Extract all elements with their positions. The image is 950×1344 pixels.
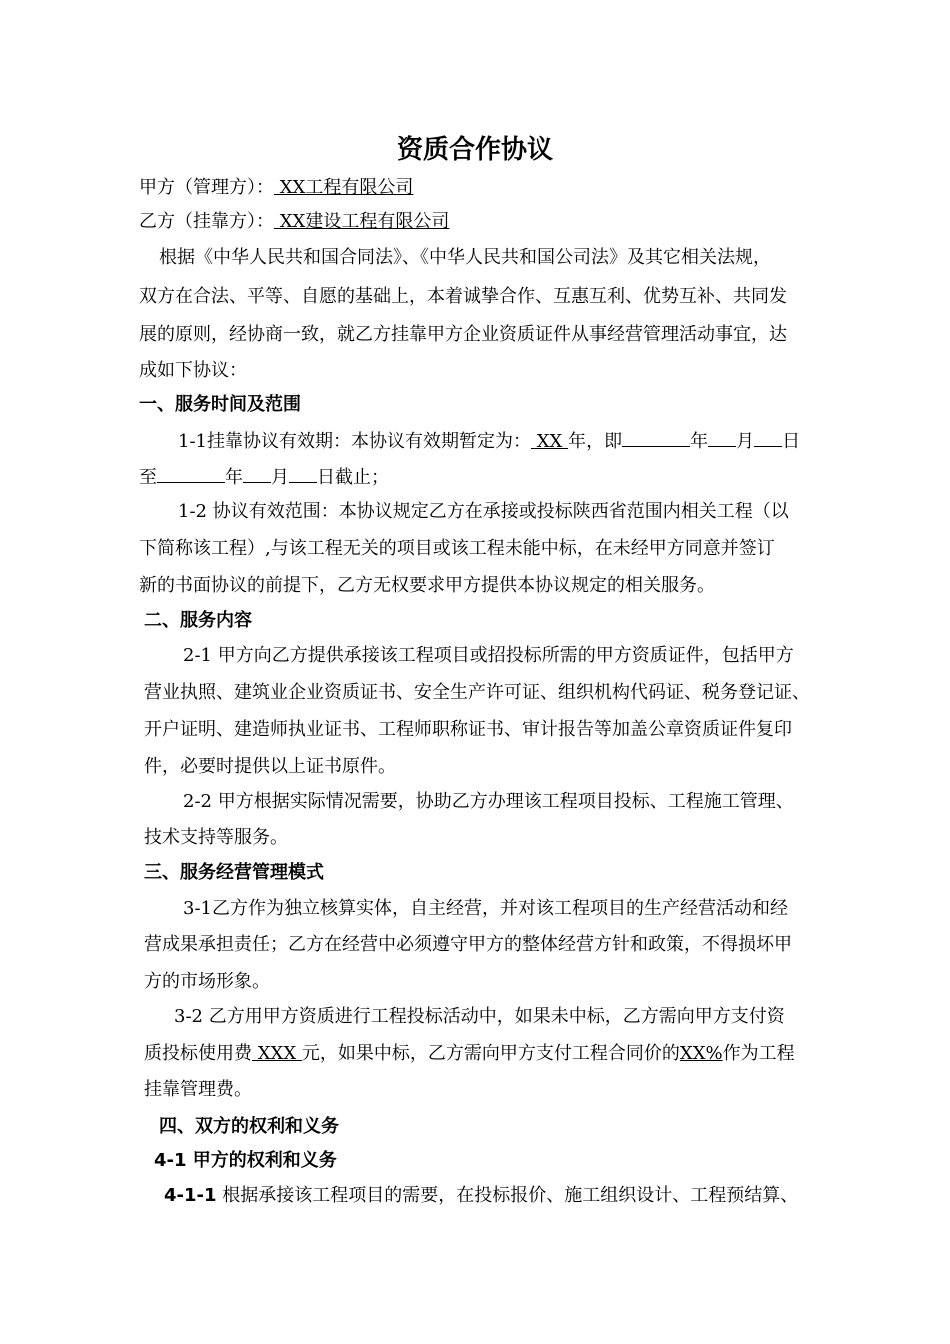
intro-line-3: 展的原则，经协商一致，就乙方挂靠甲方企业资质证件从事经营管理活动事宜，达 (139, 324, 787, 345)
party-a-line (139, 176, 413, 200)
party-b-line (139, 210, 449, 234)
intro-line-1: 根据《中华人民共和国合同法》、《中华人民共和国公司法》及其它相关法规， (159, 247, 771, 268)
start-year-label: 年 (690, 431, 709, 452)
clause-2-1-line-1: 2-1 甲方向乙方提供承接该工程项目或招投标所需的甲方资质证件，包括甲方 (183, 645, 794, 666)
end-year-blank (157, 464, 225, 483)
section-2-heading: 二、服务内容 (144, 610, 252, 631)
section-3-heading: 三、服务经营管理模式 (144, 862, 324, 883)
management-fee-percent: XX% (679, 1043, 723, 1064)
intro-line-4: 成如下协议： (139, 360, 247, 381)
clause-3-1-line-1: 3-1乙方作为独立核算实体，自主经营，并对该工程项目的生产经营活动和经 (183, 898, 788, 919)
section-1-heading: 一、服务时间及范围 (139, 394, 301, 415)
clause-1-1-prefix: 1-1挂靠协议有效期：本协议有效期暂定为： (178, 431, 531, 452)
end-year-label: 年 (225, 467, 243, 488)
clause-2-1-line-4: 件，必要时提供以上证书原件。 (144, 756, 396, 777)
clause-3-2-middle: 元，如果中标，乙方需向甲方支付工程合同价的 (301, 1043, 680, 1064)
section-4-1-heading: 4-1 甲方的权利和义务 (154, 1150, 337, 1171)
clause-3-2-line-2 (144, 1042, 795, 1066)
clause-3-2-line-1: 3-2 乙方用甲方资质进行工程投标活动中，如果未中标，乙方需向甲方支付资 (174, 1006, 785, 1027)
start-year-blank (622, 428, 690, 447)
clause-1-2-line-3: 新的书面协议的前提下，乙方无权要求甲方提供本协议规定的相关服务。 (139, 575, 715, 596)
validity-years: XX (531, 431, 569, 452)
clause-2-2-line-2: 技术支持等服务。 (144, 827, 288, 848)
clause-3-1-line-2: 营成果承担责任；乙方在经营中必须遵守甲方的整体经营方针和政策，不得损坏甲 (144, 934, 792, 955)
party-a-value: XX工程有限公司 (274, 177, 414, 198)
clause-1-1-line-1 (178, 428, 800, 454)
clause-2-2-line-1: 2-2 甲方根据实际情况需要，协助乙方办理该工程项目投标、工程施工管理、 (183, 791, 794, 812)
page-title: 资质合作协议 (396, 135, 553, 165)
start-day-blank (754, 428, 782, 447)
bid-usage-fee: XXX (252, 1043, 302, 1064)
clause-3-2-tail: 作为工程 (722, 1043, 795, 1064)
party-b-label: 乙方（挂靠方）： (139, 211, 274, 232)
clause-1-1-after-years: 年，即 (568, 431, 623, 452)
party-a-label: 甲方（管理方）： (139, 177, 274, 198)
clause-4-1-1-line-1 (164, 1184, 798, 1208)
end-day-blank (289, 464, 317, 483)
clause-1-2-line-1: 1-2 协议有效范围：本协议规定乙方在承接或投标陕西省范围内相关工程（以 (178, 501, 789, 522)
end-month-label: 月 (271, 467, 289, 488)
clause-3-2-line-3: 挂靠管理费。 (144, 1079, 252, 1100)
end-to-label: 至 (139, 467, 157, 488)
start-day-label: 日 (782, 431, 801, 452)
clause-3-1-line-3: 方的市场形象。 (144, 971, 270, 992)
start-month-label: 月 (736, 431, 755, 452)
clause-3-2-fee-label: 质投标使用费 (144, 1043, 252, 1064)
end-day-label: 日截止； (317, 467, 389, 488)
clause-2-1-line-2: 营业执照、建筑业企业资质证书、安全生产许可证、组织机构代码证、税务登记证、 (144, 682, 810, 703)
clause-1-2-line-2: 下简称该工程）,与该工程无关的项目或该工程未能中标，在未经甲方同意并签订 (139, 538, 775, 559)
clause-4-1-1-text: 根据承接该工程项目的需要，在投标报价、施工组织设计、工程预结算、 (216, 1185, 799, 1206)
clause-1-1-line-2 (139, 464, 389, 490)
start-month-blank (708, 428, 736, 447)
party-b-value: XX建设工程有限公司 (274, 211, 450, 232)
intro-line-2: 双方在合法、平等、自愿的基础上，本着诚挚合作、互惠互利、优势互补、共同发 (139, 286, 787, 307)
clause-4-1-1-number: 4-1-1 (164, 1185, 217, 1206)
clause-2-1-line-3: 开户证明、建造师执业证书、工程师职称证书、审计报告等加盖公章资质证件复印 (144, 719, 792, 740)
end-month-blank (243, 464, 271, 483)
section-4-heading: 四、双方的权利和义务 (159, 1116, 339, 1137)
